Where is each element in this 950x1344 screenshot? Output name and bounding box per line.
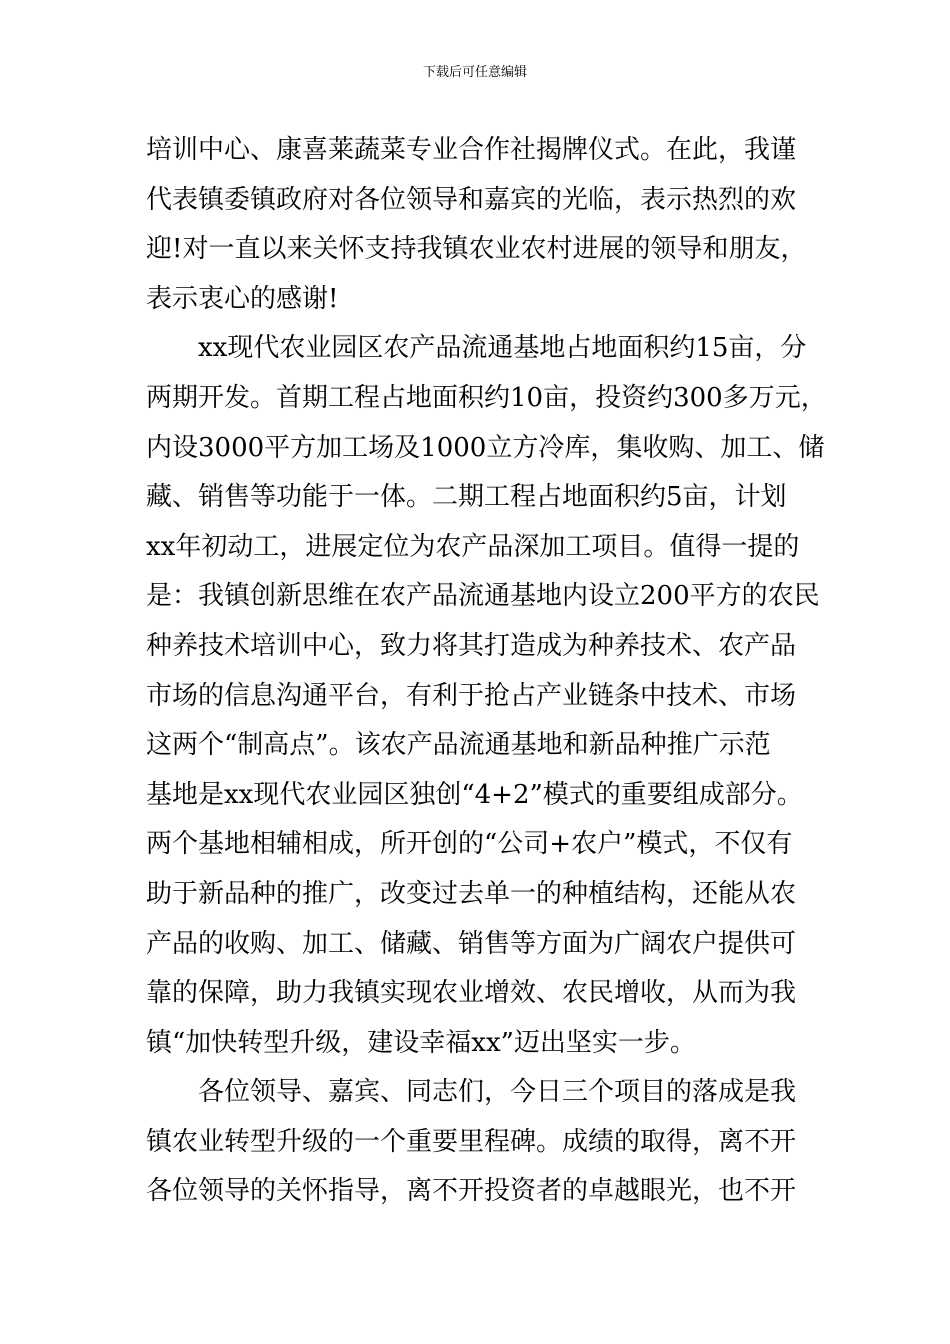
text-line: 培训中心、康喜莱蔬菜专业合作社揭牌仪式。在此，我谨 [146,135,797,165]
text-line: 市场的信息沟通平台，有利于抢占产业链条中技术、市场 [146,680,797,711]
text-line: 产品的收购、加工、储藏、销售等方面为广阔农户提供可 [146,928,797,959]
text-line: xx年初动工，进展定位为农产品深加工项目。值得一提的 [146,531,800,562]
text-line: 这两个“制高点”。该农产品流通基地和新品种推广示范 [146,730,771,761]
text-line: 是：我镇创新思维在农产品流通基地内设立200平方的农民 [146,581,820,612]
text-line: 助于新品种的推广，改变过去单一的种植结构，还能从农 [146,878,797,909]
text-line: 镇农业转型升级的一个重要里程碑。成绩的取得，离不开 [146,1126,797,1157]
document-body [146,126,827,1217]
text-line: 代表镇委镇政府对各位领导和嘉宾的光临，表示热烈的欢 [146,184,797,215]
text-line: 各位领导的关怀指导，离不开投资者的卓越眼光，也不开 [146,1176,797,1207]
text-line: 种养技术培训中心，致力将其打造成为种养技术、农产品 [146,630,797,661]
text-line: 表示衷心的感谢! [146,283,339,314]
text-line: 两期开发。首期工程占地面积约10亩，投资约300多万元， [146,382,827,413]
text-line: 两个基地相辅相成，所开创的“公司+农户”模式，不仅有 [146,829,793,860]
text-line: 迎!对一直以来关怀支持我镇农业农村进展的领导和朋友， [146,234,807,265]
text-line: xx现代农业园区农产品流通基地占地面积约15亩，分 [198,333,807,364]
text-line: 各位领导、嘉宾、同志们，今日三个项目的落成是我 [198,1077,797,1108]
text-line: 内设3000平方加工场及1000立方冷库，集收购、加工、储 [146,432,825,463]
text-line: 藏、销售等功能于一体。二期工程占地面积约5亩，计划 [146,482,787,513]
text-line: 基地是xx现代农业园区独创“4+2”模式的重要组成部分。 [146,779,803,810]
text-line: 镇“加快转型升级，建设幸福xx”迈出坚实一步。 [146,1027,696,1058]
page-header: 下载后可任意编辑 [422,65,527,80]
text-line: 靠的保障，助力我镇实现农业增效、农民增收，从而为我 [146,978,797,1009]
